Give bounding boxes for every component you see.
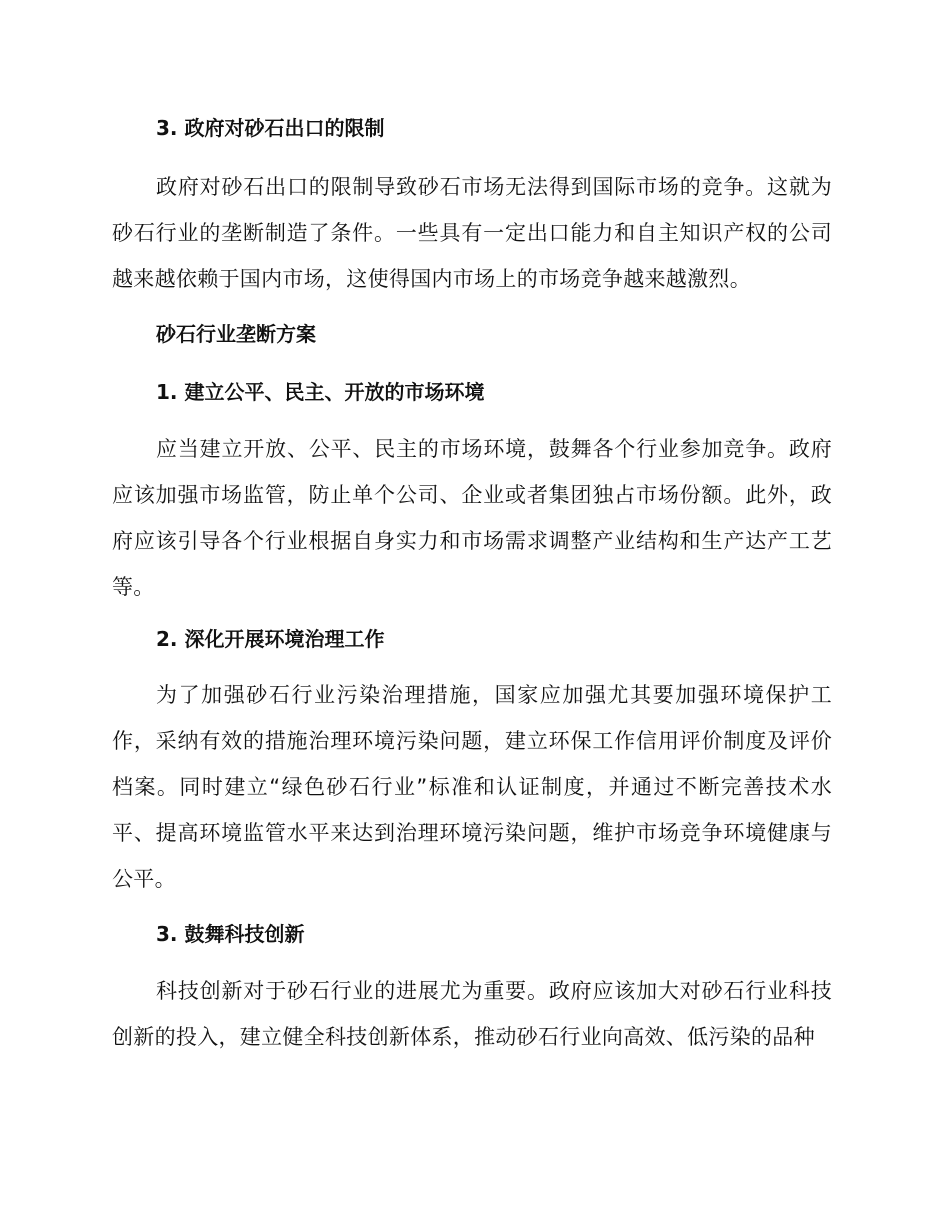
solution-heading-environment-governance: 2. 深化开展环境治理工作: [156, 627, 385, 651]
main-heading-monopoly-plan: 砂石行业垄断方案: [156, 322, 316, 346]
section-heading-export-restriction: 3. 政府对砂石出口的限制: [156, 116, 385, 140]
paragraph-export-restriction: 政府对砂石出口的限制导致砂石市场无法得到国际市场的竞争。这就为砂石行业的垄断制造了条件。一些具有一定出口能力和自主知识产权的公司越来越依赖于国内市场，这使得国内市场上的市场竞争越来越激烈。: [112, 175, 832, 291]
paragraph-environment-governance: 为了加强砂石行业污染治理措施，国家应加强尤其要加强环境保护工作，采纳有效的措施治理环境污染问题，建立环保工作信用评价制度及评价档案。同时建立“绿色砂石行业”标准和认证制度，并通过不断完善技术水平、提高环境监管水平来达到治理环境污染问题，维护市场竞争环境健康与公平。: [112, 683, 832, 891]
solution-heading-market-environment: 1. 建立公平、民主、开放的市场环境: [156, 380, 485, 404]
paragraph-market-environment: 应当建立开放、公平、民主的市场环境，鼓舞各个行业参加竞争。政府应该加强市场监管，防止单个公司、企业或者集团独占市场份额。此外，政府应该引导各个行业根据自身实力和市场需求调整产业结构和生产达产工艺等。: [112, 437, 832, 599]
paragraph-tech-innovation: 科技创新对于砂石行业的进展尤为重要。政府应该加大对砂石行业科技创新的投入，建立健全科技创新体系，推动砂石行业向高效、低污染的品种: [112, 979, 832, 1049]
solution-heading-tech-innovation: 3. 鼓舞科技创新: [156, 922, 305, 946]
